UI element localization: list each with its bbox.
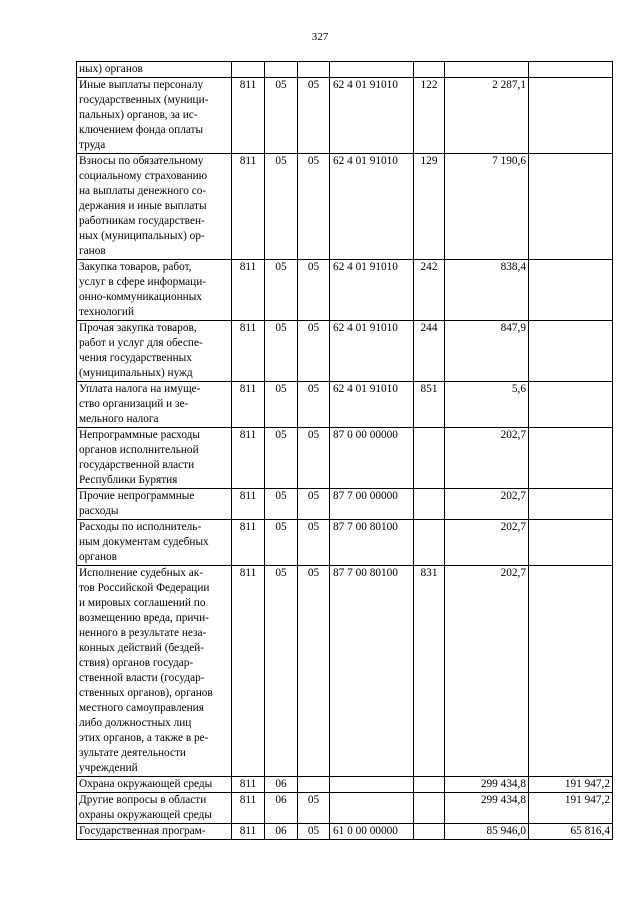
subsection-code-cell: 05 — [298, 260, 330, 321]
amount-year1-cell: 202,7 — [445, 566, 529, 777]
table-row — [77, 78, 613, 154]
budget-table — [76, 61, 613, 840]
table-row — [77, 489, 613, 520]
amount-year1-cell: 847,9 — [445, 321, 529, 382]
target-article-cell: 62 4 01 91010 — [330, 382, 414, 428]
expense-type-cell — [414, 824, 445, 840]
target-article-cell: 62 4 01 91010 — [330, 78, 414, 154]
section-code-cell: 05 — [265, 566, 298, 777]
table-row — [77, 824, 613, 840]
table-row — [77, 520, 613, 566]
table-row — [77, 777, 613, 793]
section-code-cell: 05 — [265, 321, 298, 382]
row-name-cell: Другие вопросы в области охраны окружающей среды — [77, 793, 232, 824]
table-row — [77, 62, 613, 78]
expense-type-cell: 242 — [414, 260, 445, 321]
subsection-code-cell: 05 — [298, 489, 330, 520]
section-code-cell: 06 — [265, 793, 298, 824]
ministry-code-cell: 811 — [232, 793, 265, 824]
ministry-code-cell: 811 — [232, 154, 265, 260]
subsection-code-cell: 05 — [298, 428, 330, 489]
table-row — [77, 566, 613, 777]
section-code-cell: 05 — [265, 428, 298, 489]
expense-type-cell — [414, 62, 445, 78]
amount-year1-cell: 7 190,6 — [445, 154, 529, 260]
amount-year2-cell — [529, 154, 613, 260]
section-code-cell: 05 — [265, 78, 298, 154]
ministry-code-cell: 811 — [232, 78, 265, 154]
amount-year1-cell: 2 287,1 — [445, 78, 529, 154]
subsection-code-cell: 05 — [298, 793, 330, 824]
subsection-code-cell — [298, 777, 330, 793]
ministry-code-cell — [232, 62, 265, 78]
target-article-cell: 62 4 01 91010 — [330, 321, 414, 382]
target-article-cell — [330, 777, 414, 793]
expense-type-cell: 122 — [414, 78, 445, 154]
row-name-cell: Иные выплаты персоналу государственных (муници- пальных) органов, за ис- ключением фонда оплаты труда — [77, 78, 232, 154]
row-name-cell: Исполнение судебных ак- тов Российской Федерации и мировых соглашений по возмещению вреда, причи- ненного в результате неза- конных действий (бездей- ствия) органов государ- ственной власти (государ- ственных органов), органов местного самоуправления либо должностных лиц этих органов, а также в ре- зультате деятельности учреждений — [77, 566, 232, 777]
expense-type-cell — [414, 489, 445, 520]
expense-type-cell: 129 — [414, 154, 445, 260]
subsection-code-cell: 05 — [298, 824, 330, 840]
row-name-cell: Государственная програм- — [77, 824, 232, 840]
section-code-cell: 05 — [265, 382, 298, 428]
amount-year2-cell — [529, 520, 613, 566]
target-article-cell — [330, 62, 414, 78]
expense-type-cell — [414, 777, 445, 793]
section-code-cell: 05 — [265, 520, 298, 566]
amount-year2-cell: 191 947,2 — [529, 777, 613, 793]
row-name-cell: Взносы по обязательному социальному страхованию на выплаты денежного со- держания и иные выплаты работникам государствен- ных (муниципальных) ор- ганов — [77, 154, 232, 260]
ministry-code-cell: 811 — [232, 321, 265, 382]
amount-year1-cell — [445, 62, 529, 78]
ministry-code-cell: 811 — [232, 520, 265, 566]
amount-year2-cell — [529, 260, 613, 321]
target-article-cell: 87 7 00 00000 — [330, 489, 414, 520]
subsection-code-cell: 05 — [298, 520, 330, 566]
row-name-cell: Закупка товаров, работ, услуг в сфере информаци- онно-коммуникационных технологий — [77, 260, 232, 321]
amount-year2-cell — [529, 566, 613, 777]
section-code-cell: 06 — [265, 777, 298, 793]
ministry-code-cell: 811 — [232, 566, 265, 777]
subsection-code-cell: 05 — [298, 154, 330, 260]
section-code-cell: 05 — [265, 489, 298, 520]
amount-year1-cell: 838,4 — [445, 260, 529, 321]
amount-year1-cell: 202,7 — [445, 520, 529, 566]
ministry-code-cell: 811 — [232, 777, 265, 793]
amount-year2-cell — [529, 321, 613, 382]
expense-type-cell: 244 — [414, 321, 445, 382]
expense-type-cell: 831 — [414, 566, 445, 777]
ministry-code-cell: 811 — [232, 260, 265, 321]
expense-type-cell — [414, 793, 445, 824]
table-row — [77, 260, 613, 321]
section-code-cell: 05 — [265, 260, 298, 321]
row-name-cell: Уплата налога на имуще- ство организаций и зе- мельного налога — [77, 382, 232, 428]
section-code-cell: 06 — [265, 824, 298, 840]
table-row — [77, 428, 613, 489]
target-article-cell — [330, 793, 414, 824]
row-name-cell: Прочая закупка товаров, работ и услуг для обеспе- чения государственных (муниципальных) нужд — [77, 321, 232, 382]
amount-year2-cell — [529, 62, 613, 78]
row-name-cell: ных) органов — [77, 62, 232, 78]
target-article-cell: 87 7 00 80100 — [330, 520, 414, 566]
ministry-code-cell: 811 — [232, 428, 265, 489]
amount-year2-cell — [529, 78, 613, 154]
target-article-cell: 62 4 01 91010 — [330, 260, 414, 321]
subsection-code-cell: 05 — [298, 382, 330, 428]
subsection-code-cell: 05 — [298, 78, 330, 154]
amount-year2-cell: 65 816,4 — [529, 824, 613, 840]
expense-type-cell — [414, 520, 445, 566]
amount-year2-cell: 191 947,2 — [529, 793, 613, 824]
table-row — [77, 321, 613, 382]
amount-year2-cell — [529, 382, 613, 428]
amount-year1-cell: 202,7 — [445, 428, 529, 489]
row-name-cell: Прочие непрограммные расходы — [77, 489, 232, 520]
amount-year1-cell: 299 434,8 — [445, 777, 529, 793]
target-article-cell: 61 0 00 00000 — [330, 824, 414, 840]
table-row — [77, 154, 613, 260]
amount-year2-cell — [529, 489, 613, 520]
amount-year1-cell: 202,7 — [445, 489, 529, 520]
expense-type-cell: 851 — [414, 382, 445, 428]
section-code-cell — [265, 62, 298, 78]
amount-year1-cell: 299 434,8 — [445, 793, 529, 824]
target-article-cell: 87 7 00 80100 — [330, 566, 414, 777]
table-row — [77, 793, 613, 824]
subsection-code-cell — [298, 62, 330, 78]
table-row — [77, 382, 613, 428]
ministry-code-cell: 811 — [232, 489, 265, 520]
target-article-cell: 87 0 00 00000 — [330, 428, 414, 489]
amount-year1-cell: 85 946,0 — [445, 824, 529, 840]
row-name-cell: Расходы по исполнитель- ным документам судебных органов — [77, 520, 232, 566]
amount-year1-cell: 5,6 — [445, 382, 529, 428]
table-body — [77, 62, 613, 840]
ministry-code-cell: 811 — [232, 824, 265, 840]
amount-year2-cell — [529, 428, 613, 489]
ministry-code-cell: 811 — [232, 382, 265, 428]
row-name-cell: Охрана окружающей среды — [77, 777, 232, 793]
row-name-cell: Непрограммные расходы органов исполнительной государственной власти Республики Бурятия — [77, 428, 232, 489]
page-number: 327 — [311, 31, 329, 43]
subsection-code-cell: 05 — [298, 321, 330, 382]
subsection-code-cell: 05 — [298, 566, 330, 777]
target-article-cell: 62 4 01 91010 — [330, 154, 414, 260]
expense-type-cell — [414, 428, 445, 489]
section-code-cell: 05 — [265, 154, 298, 260]
